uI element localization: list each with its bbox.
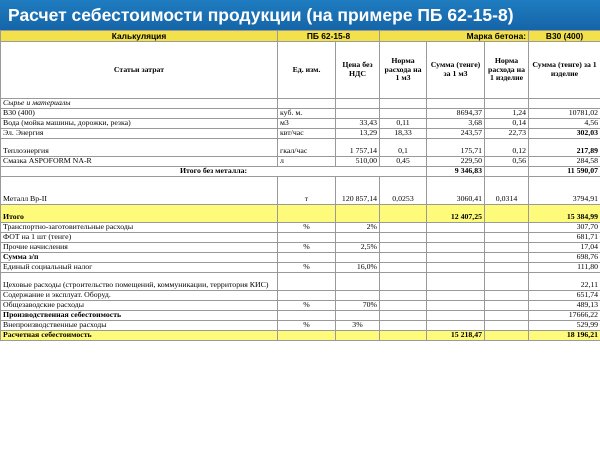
table-row [1,129,600,139]
cost-total: 17,04 [529,243,600,253]
concrete-value: В30 (400) [529,31,600,42]
subtotal-total: 11 590,07 [529,167,600,177]
item-price: 33,43 [336,119,380,129]
table-row [1,263,600,273]
item-norm [380,109,427,119]
page-title: Расчет себестоимости продукции (на примере ПБ 62-15-8) [8,5,514,25]
item-sum: 3,68 [427,119,485,129]
final-sum: 15 218,47 [427,331,485,341]
item-unit: куб. м. [278,109,336,119]
item-name: Металл Вр-II [1,177,278,205]
cost-total: 698,76 [529,253,600,263]
item-name: Эл. Энергия [1,129,278,139]
cost-total: 651,74 [529,291,600,301]
item-price: 510,00 [336,157,380,167]
table-row [1,243,600,253]
table-row [1,291,600,301]
calculation-table [0,30,600,341]
item-unit: м3 [278,119,336,129]
concrete-label: Марка бетона: [380,31,529,42]
item-norm2: 1,24 [485,109,529,119]
item-norm: 0,11 [380,119,427,129]
cost-name: Транспортно-заготовительные расходы [1,223,278,233]
item-total: 302,03 [529,129,600,139]
total-sum: 12 407,25 [427,205,485,223]
item-sum: 8694,37 [427,109,485,119]
item-sum: 243,57 [427,129,485,139]
header-norm-m3: Норма расхода на 1 м3 [380,42,427,99]
calc-label: Калькуляция [1,31,278,42]
cost-name: Единый социальный налог [1,263,278,273]
table-row [1,157,600,167]
table-row [1,253,600,263]
total-label: Итого [1,205,278,223]
item-name: В30 (400) [1,109,278,119]
table-row [1,119,600,129]
item-price [336,109,380,119]
subtotal-row [1,167,600,177]
product-code: ПБ 62-15-8 [278,31,380,42]
cost-name: ФОТ на 1 шт (тенге) [1,233,278,243]
item-price: 1 757,14 [336,139,380,157]
cost-total: 111,80 [529,263,600,273]
header-price: Цена без НДС [336,42,380,99]
cost-total: 22,11 [529,273,600,291]
item-price: 120 857,14 [336,177,380,205]
item-unit: квт/час [278,129,336,139]
total-row [1,205,600,223]
item-norm2: 0,12 [485,139,529,157]
item-total: 284,58 [529,157,600,167]
cost-rate: 70% [336,301,380,311]
table-row [1,223,600,233]
cost-unit: % [278,243,336,253]
section-row [1,99,600,109]
cost-unit: % [278,301,336,311]
item-price: 13,29 [336,129,380,139]
cost-name: Прочие начисления [1,243,278,253]
cost-unit: % [278,321,336,331]
item-sum: 3060,41 [427,177,485,205]
cost-total: 681,71 [529,233,600,243]
table-row [1,321,600,331]
item-unit: т [278,177,336,205]
item-name: Теплоэнергия [1,139,278,157]
total-total: 15 384,99 [529,205,600,223]
cost-rate: 16,0% [336,263,380,273]
cost-unit: % [278,263,336,273]
header-unit: Ед. изм. [278,42,336,99]
table-row [1,273,600,291]
subtotal-sum: 9 346,83 [427,167,485,177]
cost-name: Внепроизводственные расходы [1,321,278,331]
table-row [1,311,600,321]
section-label: Сырье и материалы [1,99,278,109]
item-norm: 18,33 [380,129,427,139]
item-name: Вода (мойка машины, дорожки, резка) [1,119,278,129]
item-norm2: 0,0314 [485,177,529,205]
cost-total: 307,70 [529,223,600,233]
title-bar [0,0,600,30]
column-headers [1,42,600,99]
cost-name: Производственная себестоимость [1,311,278,321]
item-norm2: 22,73 [485,129,529,139]
cost-rate: 2% [336,223,380,233]
item-name: Смазка ASPOFORM NA-R [1,157,278,167]
cost-name: Цеховые расходы (строительство помещений, коммуникации, территория КИС) [1,273,278,291]
item-norm: 0,45 [380,157,427,167]
header-sum-item: Сумма (тенге) за 1 изделие [529,42,600,99]
item-norm2: 0,56 [485,157,529,167]
final-total: 18 196,21 [529,331,600,341]
item-total: 4,56 [529,119,600,129]
item-unit: л [278,157,336,167]
table-row [1,139,600,157]
cost-total: 529,99 [529,321,600,331]
cost-name: Общезаводские расходы [1,301,278,311]
table-row [1,233,600,243]
table-row [1,301,600,311]
header-item: Статьи затрат [1,42,278,99]
item-total: 3794,91 [529,177,600,205]
item-norm: 0,1 [380,139,427,157]
item-total: 10781,02 [529,109,600,119]
table-row [1,109,600,119]
final-label: Расчетная себестоимость [1,331,278,341]
header-norm-item: Норма расхода на 1 изделие [485,42,529,99]
item-norm2: 0,14 [485,119,529,129]
cost-total: 489,13 [529,301,600,311]
subtotal-label: Итого без металла: [1,167,427,177]
top-row [1,31,600,42]
cost-name: Содержание и эксплуат. Оборуд. [1,291,278,301]
cost-rate: 2,5% [336,243,380,253]
cost-rate: 3% [336,321,380,331]
cost-total: 17666,22 [529,311,600,321]
item-unit: гкал/час [278,139,336,157]
item-norm: 0,0253 [380,177,427,205]
cost-name: Сумма з/п [1,253,278,263]
final-row [1,331,600,341]
table-row [1,177,600,205]
item-sum: 175,71 [427,139,485,157]
header-sum-m3: Сумма (тенге) за 1 м3 [427,42,485,99]
cost-unit: % [278,223,336,233]
item-total: 217,89 [529,139,600,157]
item-sum: 229,50 [427,157,485,167]
